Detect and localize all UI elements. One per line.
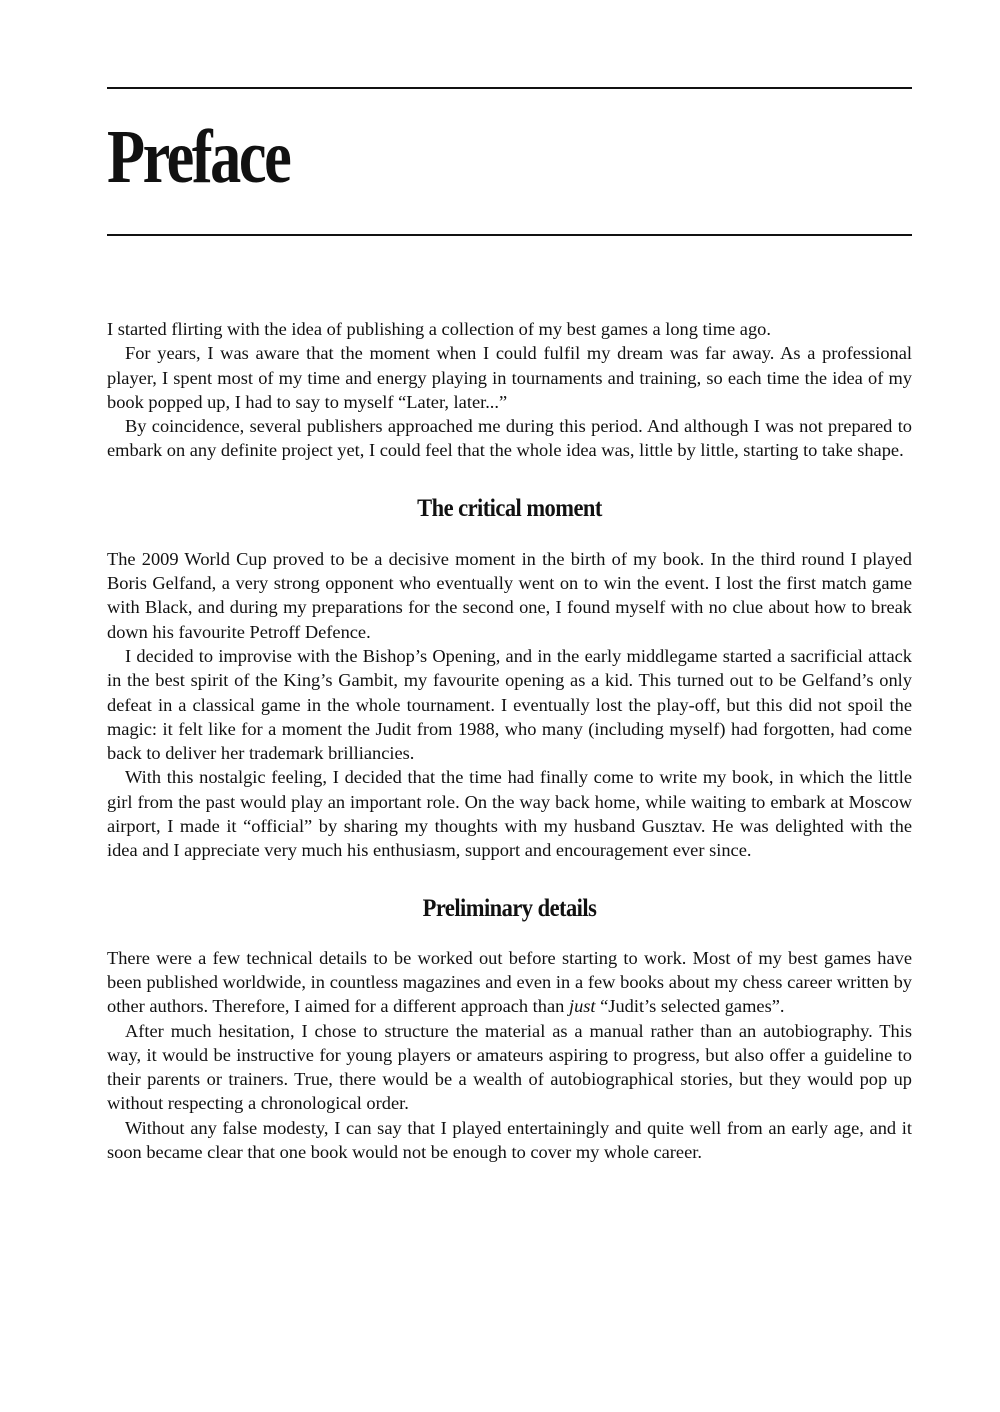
section-heading-critical-moment: The critical moment	[417, 494, 602, 522]
preliminary-paragraph-1-text-a: There were a few technical details to be worked out before starting to work. Most of my best games have been published worldwide, in countless magazines and even in a few books about my chess career written by other authors. Therefore, I aimed for a different approach than	[107, 947, 912, 1017]
intro-paragraph-3: By coincidence, several publishers approached me during this period. And although I was not prepared to embark on any definite project yet, I could feel that the whole idea was, little by little, starting to take shape.	[107, 416, 912, 461]
critical-paragraph-1: The 2009 World Cup proved to be a decisive moment in the birth of my book. In the third round I played Boris Gelfand, a very strong opponent who eventually went on to win the event. I lost the first match game with Black, and during my preparations for the second one, I found myself with no clue about how to break down his favourite Petroff Defence.	[107, 548, 912, 642]
critical-paragraph-2: I decided to improvise with the Bishop’s Opening, and in the early middlegame started a sacrificial attack in the best spirit of the King’s Gambit, my favourite opening as a kid. This turned out to be Gelfand’s only defeat in a classical game in the whole tournament. I eventually lost the play-off, but this did not spoil the magic: it felt like for a moment the Judit from 1988, who many (including myself) had forgotten, had come back to deliver her trademark brilliancies.	[107, 645, 912, 764]
critical-paragraph-3: With this nostalgic feeling, I decided that the time had finally come to write my book, in which the little girl from the past would play an important role. On the way back home, while waiting to embark at Moscow airport, I made it “official” by sharing my thoughts with my husband Gusztav. He was delighted with the idea and I appreciate very much his enthusiasm, support and encouragement ever since.	[107, 767, 912, 861]
emphasis-just: just	[568, 996, 596, 1017]
chapter-top-rule	[107, 87, 912, 89]
preliminary-paragraph-2: After much hesitation, I chose to structure the material as a manual rather than an autobiography. This way, it would be instructive for young players or amateurs aspiring to progress, but also offer a guideline to their parents or trainers. True, there would be a wealth of autobiographical stories, but they would pop up without respecting a chronological order.	[107, 1020, 912, 1114]
preliminary-paragraph-3: Without any false modesty, I can say that I played entertainingly and quite well from an early age, and it soon became clear that one book would not be enough to cover my whole career.	[107, 1117, 912, 1163]
preliminary-paragraph-1	[107, 946, 912, 1019]
section-heading-preliminary-details: Preliminary details	[422, 894, 597, 922]
intro-paragraph-1: I started flirting with the idea of publishing a collection of my best games a long time ago.	[107, 319, 771, 339]
chapter-title: Preface	[107, 115, 290, 199]
book-page	[107, 0, 912, 1412]
chapter-body	[107, 317, 912, 1164]
intro-paragraph-2: For years, I was aware that the moment when I could fulfil my dream was far away. As a professional player, I spent most of my time and energy playing in tournaments and training, so each time the idea of my book popped up, I had to say to myself “Later, later...”	[107, 343, 912, 412]
chapter-bottom-rule	[107, 234, 912, 236]
preliminary-paragraph-1-text-b: “Judit’s selected games”.	[595, 996, 785, 1017]
